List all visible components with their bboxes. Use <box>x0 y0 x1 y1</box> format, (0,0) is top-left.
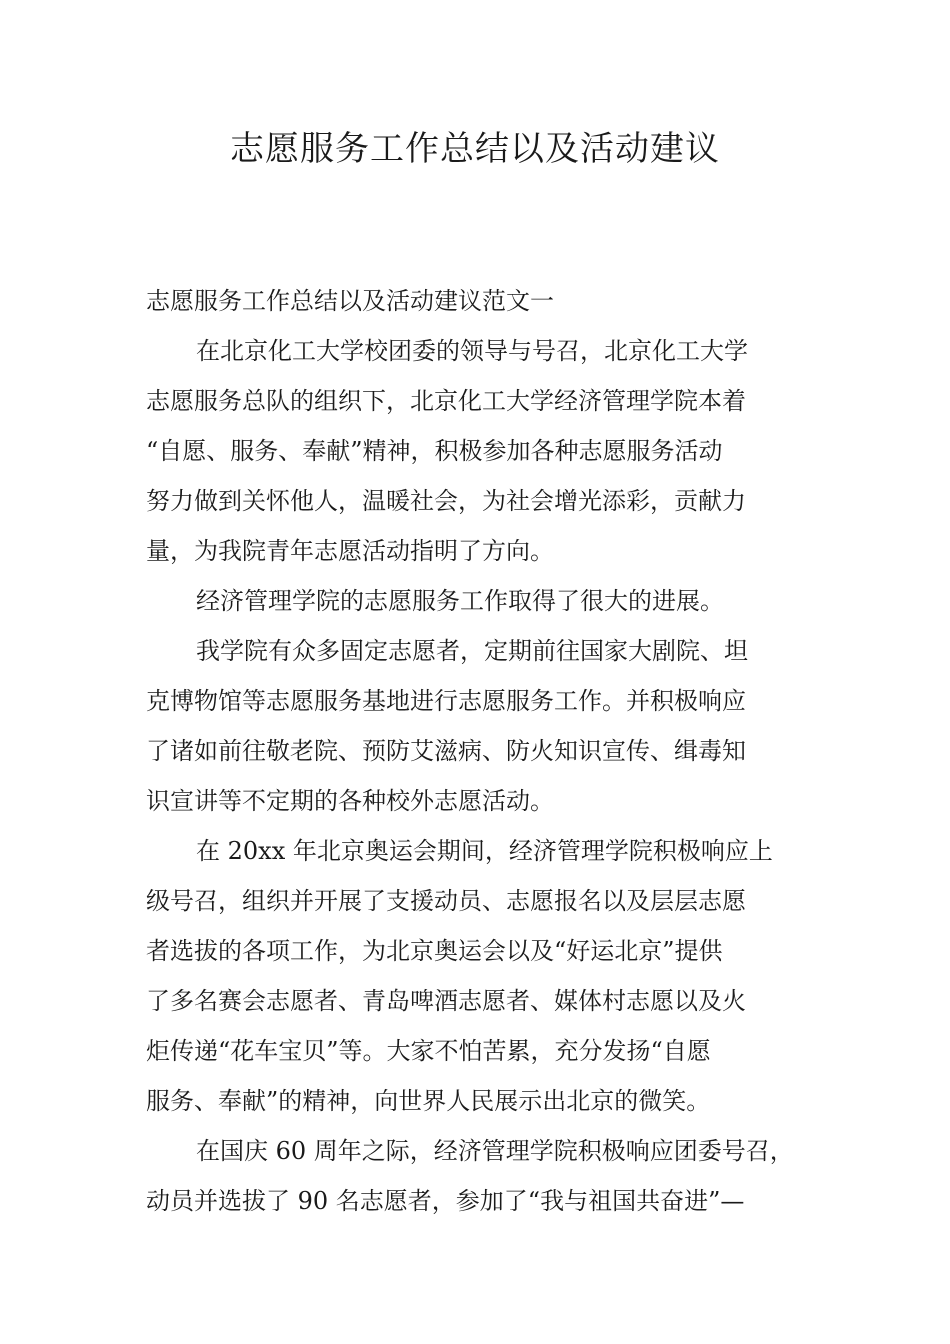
body-line-11: 识宣讲等不定期的各种校外志愿活动。 <box>146 787 554 815</box>
body-line-7: 经济管理学院的志愿服务工作取得了很大的进展。 <box>196 587 724 615</box>
body-line-8: 我学院有众多固定志愿者，定期前往国家大剧院、坦 <box>196 637 748 665</box>
body-line-6: 量，为我院青年志愿活动指明了方向。 <box>146 537 554 565</box>
body-line-13: 级号召，组织并开展了支援动员、志愿报名以及层层志愿 <box>146 887 746 915</box>
body-line-15: 了多名赛会志愿者、青岛啤酒志愿者、媒体村志愿以及火 <box>146 987 746 1015</box>
body-line-12: 在 20xx 年北京奥运会期间，经济管理学院积极响应上 <box>196 837 773 865</box>
body-line-5: 努力做到关怀他人，温暖社会，为社会增光添彩，贡献力 <box>146 487 746 515</box>
body-line-19: 动员并选拔了 90 名志愿者，参加了“我与祖国共奋进”— <box>146 1187 745 1215</box>
document-title: 志愿服务工作总结以及活动建议 <box>230 129 720 169</box>
body-line-14: 者选拔的各项工作，为北京奥运会以及“好运北京”提供 <box>146 937 723 965</box>
body-line-2: 在北京化工大学校团委的领导与号召，北京化工大学 <box>196 337 748 365</box>
body-line-4: “自愿、服务、奉献”精神，积极参加各种志愿服务活动 <box>146 437 723 465</box>
body-line-18: 在国庆 60 周年之际，经济管理学院积极响应团委号召， <box>196 1137 794 1165</box>
body-line-1: 志愿服务工作总结以及活动建议范文一 <box>146 287 554 315</box>
body-line-16: 炬传递“花车宝贝”等。大家不怕苦累，充分发扬“自愿 <box>146 1037 711 1065</box>
body-line-9: 克博物馆等志愿服务基地进行志愿服务工作。并积极响应 <box>146 687 746 715</box>
document-body <box>146 276 812 1226</box>
body-line-3: 志愿服务总队的组织下，北京化工大学经济管理学院本着 <box>146 387 746 415</box>
body-line-17: 服务、奉献”的精神，向世界人民展示出北京的微笑。 <box>146 1087 711 1115</box>
body-line-10: 了诸如前往敬老院、预防艾滋病、防火知识宣传、缉毒知 <box>146 737 746 765</box>
